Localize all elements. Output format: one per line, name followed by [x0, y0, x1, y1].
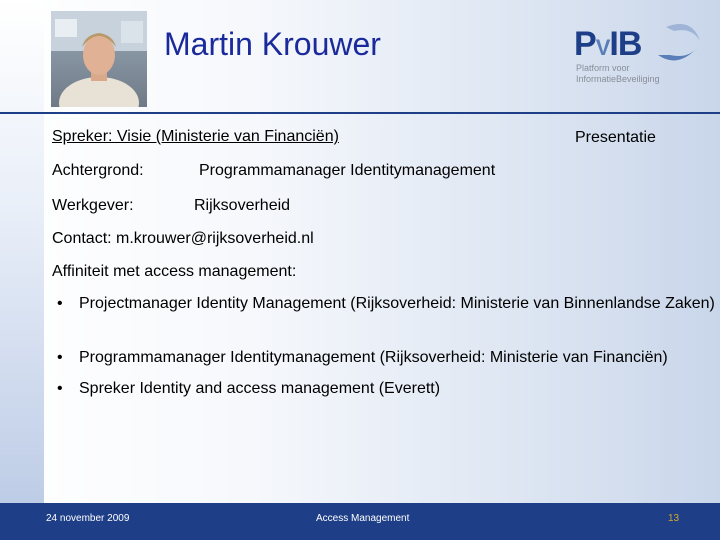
footer-date: 24 november 2009: [46, 513, 130, 524]
pvib-logo: [574, 17, 706, 87]
employer-value: Rijksoverheid: [194, 197, 291, 214]
bullet-item-3: Spreker Identity and access management (Everett): [79, 380, 441, 397]
background-label: Achtergrond:: [52, 162, 144, 179]
contact-line: Contact: m.krouwer@rijksoverheid.nl: [52, 230, 314, 247]
footer-topic: Access Management: [316, 513, 410, 524]
footer-page-number: 13: [668, 513, 680, 524]
speaker-line: Spreker: Visie (Ministerie van Financiën): [52, 128, 339, 145]
bullet-marker: •: [57, 380, 63, 397]
affinity-heading: Affiniteit met access management:: [52, 263, 297, 280]
speaker-photo: [51, 11, 147, 107]
header-divider: [0, 112, 720, 114]
logo-swoosh-icon: [652, 17, 704, 69]
logo-tagline: Platform voor InformatieBeveiliging: [576, 63, 660, 84]
bullet-marker: •: [57, 349, 63, 366]
background-value: Programmamanager Identitymanagement: [199, 162, 496, 179]
logo-wordmark: PVIB: [574, 25, 642, 63]
page-title: Martin Krouwer: [164, 26, 381, 62]
presentation-label: Presentatie: [575, 129, 656, 146]
footer-bar: [0, 503, 720, 540]
bullet-marker: •: [57, 295, 63, 312]
bullet-item-2: Programmamanager Identitymanagement (Rijksoverheid: Ministerie van Financiën): [79, 349, 668, 366]
bullet-item-1: Projectmanager Identity Management (Rijksoverheid: Ministerie van Binnenlandse Zaken): [79, 295, 715, 312]
left-decorative-bar: [0, 0, 44, 540]
employer-label: Werkgever:: [52, 197, 134, 214]
